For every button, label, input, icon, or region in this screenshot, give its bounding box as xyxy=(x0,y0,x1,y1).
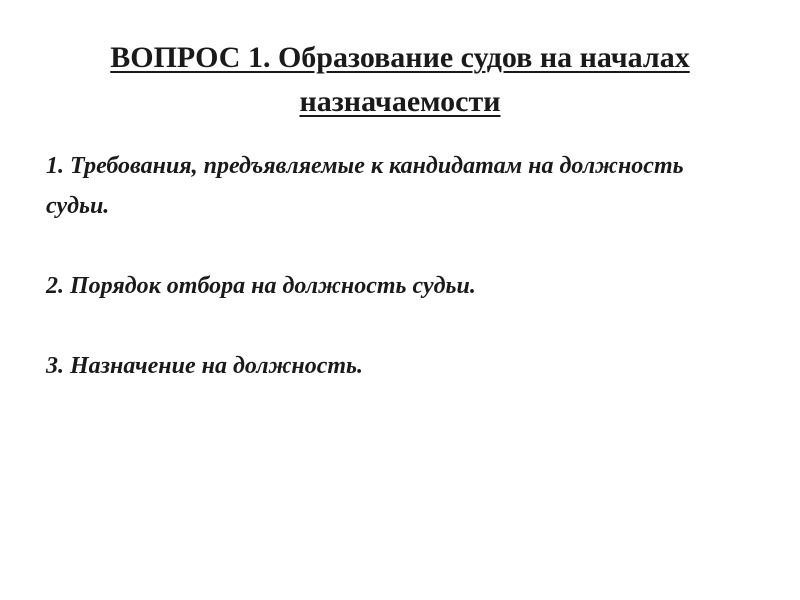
list-item: 2. Порядок отбора на должность судьи. xyxy=(46,273,476,299)
slide-title: ВОПРОС 1. Образование судов на началах назначаемости xyxy=(110,41,690,118)
list-item: 3. Назначение на должность. xyxy=(46,353,364,379)
question-list xyxy=(46,146,746,386)
list-item: 1. Требования, предъявляемые к кандидатам на должность судьи. xyxy=(46,153,684,219)
